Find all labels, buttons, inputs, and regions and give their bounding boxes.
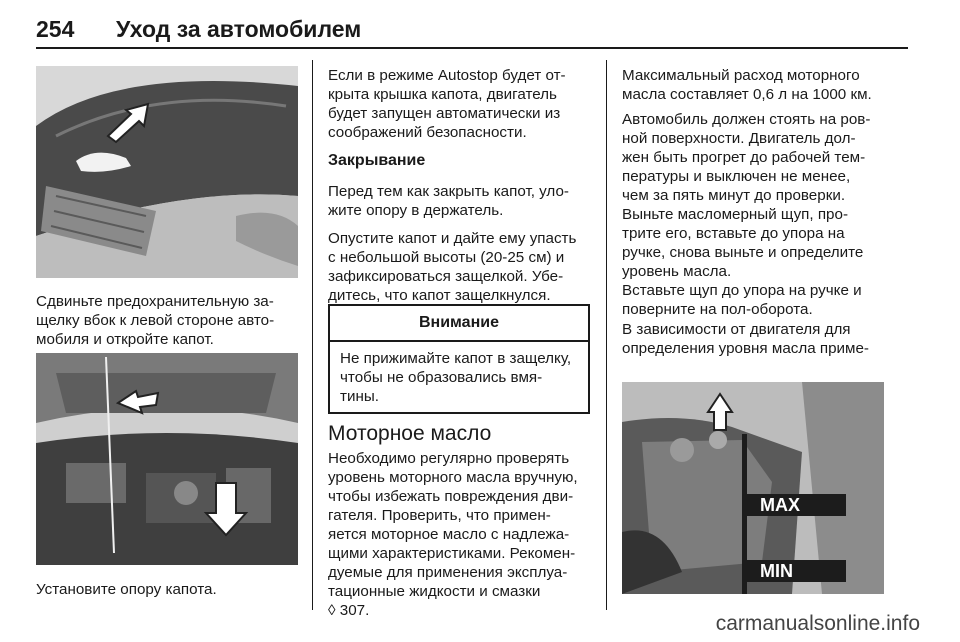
notice-text: Не прижимайте капот в защелку, чтобы не образовались вмя- тины. <box>340 350 572 405</box>
dipstick-min-label: MIN <box>746 560 846 582</box>
closing-paragraph-1: Перед тем как закрыть капот, уло- жите опору в держатель. <box>328 183 569 219</box>
page-header <box>36 14 908 48</box>
autostop-paragraph: Если в режиме Autostop будет от- крыта крышка капота, двигатель будет запущен автоматически из соображений безопасности. <box>328 67 566 141</box>
watermark: carmanualsonline.info <box>715 612 920 635</box>
hood-support-photo <box>36 353 298 565</box>
hood-opening-photo <box>36 66 298 278</box>
dipstick-photo <box>622 382 884 594</box>
engine-oil-heading: Моторное масло <box>328 422 492 445</box>
caption-release-latch: Сдвиньте предохранительную за- щелку вбок к левой стороне авто- мобиля и откройте капот. <box>36 293 275 348</box>
caption-install-support: Установите опору капота. <box>36 581 217 598</box>
column-divider <box>606 60 607 610</box>
column-divider <box>312 60 313 610</box>
page-reference-icon: ◊ <box>328 602 336 619</box>
page-reference-link[interactable]: 307. <box>339 602 370 619</box>
notice-box <box>328 304 590 414</box>
dipstick-procedure-paragraph: Выньте масломерный щуп, про- трите его, вставьте до упора на ручке, снова выньте и определите уровень масла. <box>622 206 864 280</box>
dipstick-max-label: MAX <box>746 494 846 516</box>
insert-dipstick-paragraph: Вставьте щуп до упора на ручке и поверните на пол-оборота. <box>622 282 862 318</box>
engine-oil-paragraph: Необходимо регулярно проверять уровень моторного масла вручную, чтобы избежать повреждения дви- гателя. Проверить, что примен- яется моторное масло с надлежа- щими характеристиками. Рекомен- дуемые для применения эксплуа- тационные жидкости и смазки ◊ 307. <box>328 450 578 619</box>
closing-paragraph-2: Опустите капот и дайте ему упасть с небольшой высоты (20-25 см) и зафиксироваться защелкой. Убе- дитесь, что капот защелкнулся. <box>328 230 577 304</box>
header-rule <box>36 47 908 49</box>
closing-heading: Закрывание <box>328 152 426 169</box>
notice-title: Внимание <box>330 306 588 342</box>
chapter-title: Уход за автомобилем <box>116 16 362 42</box>
oil-consumption-paragraph: Максимальный расход моторного масла составляет 0,6 л на 1000 км. <box>622 67 872 103</box>
page-number: 254 <box>36 16 75 42</box>
dipstick-types-paragraph: В зависимости от двигателя для определения уровня масла приме- <box>622 321 869 357</box>
preconditions-paragraph: Автомобиль должен стоять на ров- ной поверхности. Двигатель дол- жен быть прогрет до рабочей тем- пературы и выключен не менее, чем за пять минут до проверки. <box>622 111 871 204</box>
